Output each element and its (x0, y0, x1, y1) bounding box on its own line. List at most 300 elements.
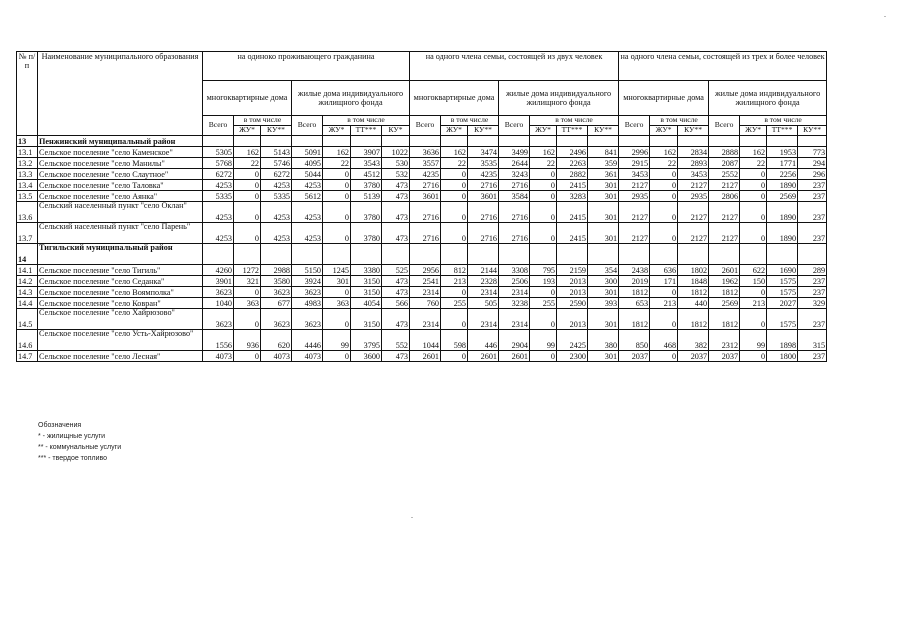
value-cell: 162 (530, 147, 557, 158)
value-cell: 3901 (203, 276, 234, 287)
value-cell (292, 136, 323, 147)
value-cell: 1575 (767, 287, 798, 298)
value-cell: 3601 (410, 191, 441, 202)
row-number: 14.4 (17, 298, 38, 309)
value-cell: 5305 (203, 147, 234, 158)
value-cell: 2935 (678, 191, 709, 202)
table-row (17, 169, 827, 180)
value-cell: 2256 (767, 169, 798, 180)
value-cell: 2314 (499, 287, 530, 298)
header-zhu: ЖУ* (740, 126, 767, 136)
value-cell: 0 (740, 223, 767, 244)
value-cell: 4073 (292, 351, 323, 362)
value-cell: 2506 (499, 276, 530, 287)
value-cell: 530 (382, 158, 410, 169)
value-cell: 5612 (292, 191, 323, 202)
value-cell (441, 244, 468, 265)
row-number: 14.3 (17, 287, 38, 298)
value-cell: 3238 (499, 298, 530, 309)
value-cell: 5335 (261, 191, 292, 202)
table-row (17, 351, 827, 362)
value-cell: 2716 (499, 223, 530, 244)
table-row (17, 158, 827, 169)
value-cell: 301 (588, 202, 619, 223)
table-row (17, 265, 827, 276)
value-cell (203, 136, 234, 147)
value-cell: 468 (650, 330, 678, 351)
value-cell: 473 (382, 309, 410, 330)
value-cell: 3924 (292, 276, 323, 287)
header-zhu: ЖУ* (530, 126, 557, 136)
value-cell: 0 (650, 309, 678, 330)
value-cell: 162 (323, 147, 351, 158)
value-cell: 2601 (410, 351, 441, 362)
value-cell: 760 (410, 298, 441, 309)
value-cell: 4073 (261, 351, 292, 362)
value-cell: 237 (798, 202, 827, 223)
header-tt: ТТ*** (557, 126, 588, 136)
value-cell: 3150 (351, 276, 382, 287)
value-cell: 3600 (351, 351, 382, 362)
value-cell: 2415 (557, 223, 588, 244)
value-cell: 0 (530, 287, 557, 298)
value-cell: 552 (382, 330, 410, 351)
value-cell: 1575 (767, 309, 798, 330)
header-ku: КУ** (468, 126, 499, 136)
value-cell: 0 (530, 351, 557, 362)
value-cell: 795 (530, 265, 557, 276)
header-tt: ТТ*** (351, 126, 382, 136)
header-total: Всего (619, 116, 650, 136)
table-row (17, 202, 827, 223)
legend-title: Обозначения (38, 422, 82, 429)
value-cell (530, 244, 557, 265)
value-cell: 1771 (767, 158, 798, 169)
header-zhu: ЖУ* (234, 126, 261, 136)
value-cell: 566 (382, 298, 410, 309)
value-cell: 2716 (468, 223, 499, 244)
district-row (17, 136, 827, 147)
header-incl: в том числе (323, 116, 410, 126)
value-cell: 2438 (619, 265, 650, 276)
value-cell: 296 (798, 169, 827, 180)
value-cell: 3557 (410, 158, 441, 169)
value-cell: 0 (234, 202, 261, 223)
header-incl: в том числе (650, 116, 709, 126)
value-cell: 446 (468, 330, 499, 351)
value-cell: 4253 (203, 180, 234, 191)
scan-speck (411, 517, 413, 518)
value-cell (650, 136, 678, 147)
value-cell: 0 (530, 202, 557, 223)
value-cell: 0 (323, 169, 351, 180)
value-cell: 0 (323, 191, 351, 202)
value-cell: 5139 (351, 191, 382, 202)
value-cell: 380 (588, 330, 619, 351)
value-cell (351, 136, 382, 147)
header-group-three: на одного члена семьи, состоящей из трех и более человек (619, 52, 827, 81)
header-group-single: на одиноко проживающего гражданина (203, 52, 410, 81)
value-cell: 3907 (351, 147, 382, 158)
value-cell: 473 (382, 223, 410, 244)
value-cell: 2415 (557, 180, 588, 191)
value-cell (678, 136, 709, 147)
value-cell: 382 (678, 330, 709, 351)
value-cell: 0 (740, 351, 767, 362)
value-cell: 4446 (292, 330, 323, 351)
header-group-two: на одного члена семьи, состоящей из двух человек (410, 52, 619, 81)
settlement-name: Сельское поселение "село Слаутное" (38, 169, 203, 180)
value-cell: 598 (441, 330, 468, 351)
value-cell: 22 (650, 158, 678, 169)
value-cell: 2127 (709, 223, 740, 244)
legend-item: ** - коммунальные услуги (38, 444, 122, 451)
value-cell (709, 244, 740, 265)
value-cell: 2037 (619, 351, 650, 362)
value-cell: 1812 (709, 309, 740, 330)
value-cell: 3150 (351, 287, 382, 298)
value-cell: 2013 (557, 276, 588, 287)
value-cell: 2127 (678, 202, 709, 223)
value-cell: 2127 (619, 180, 650, 191)
value-cell: 162 (740, 147, 767, 158)
value-cell: 2037 (709, 351, 740, 362)
value-cell (588, 136, 619, 147)
value-cell: 0 (650, 180, 678, 191)
settlement-name: Сельское поселение "село Седанка" (38, 276, 203, 287)
value-cell: 162 (441, 147, 468, 158)
value-cell: 636 (650, 265, 678, 276)
value-cell: 2013 (557, 287, 588, 298)
value-cell: 3623 (292, 287, 323, 298)
value-cell: 329 (798, 298, 827, 309)
value-cell: 363 (323, 298, 351, 309)
value-cell: 2552 (709, 169, 740, 180)
row-number: 14.6 (17, 330, 38, 351)
header-total: Всего (292, 116, 323, 136)
header-name: Наименование муниципального образования (38, 52, 203, 136)
row-number: 13.3 (17, 169, 38, 180)
value-cell: 0 (441, 202, 468, 223)
value-cell: 2956 (410, 265, 441, 276)
value-cell: 3623 (203, 287, 234, 298)
header-total: Всего (203, 116, 234, 136)
value-cell: 5150 (292, 265, 323, 276)
table-row (17, 223, 827, 244)
value-cell: 3623 (292, 309, 323, 330)
value-cell: 301 (588, 180, 619, 191)
header-apartment-3: многоквартирные дома (619, 81, 709, 116)
value-cell: 4253 (292, 180, 323, 191)
header-incl: в том числе (441, 116, 499, 126)
value-cell: 3453 (619, 169, 650, 180)
value-cell (261, 136, 292, 147)
value-cell: 5044 (292, 169, 323, 180)
value-cell: 0 (441, 309, 468, 330)
table-row (17, 287, 827, 298)
value-cell: 2569 (709, 298, 740, 309)
settlement-name: Сельское поселение "село Тигиль" (38, 265, 203, 276)
value-cell: 0 (323, 202, 351, 223)
value-cell: 2328 (468, 276, 499, 287)
value-cell: 237 (798, 276, 827, 287)
settlement-name: Сельское поселение "село Усть-Хайрюзово" (38, 330, 203, 351)
row-number: 14.2 (17, 276, 38, 287)
header-total: Всего (709, 116, 740, 136)
value-cell: 2127 (709, 202, 740, 223)
value-cell: 22 (740, 158, 767, 169)
header-ku: КУ** (798, 126, 827, 136)
value-cell: 363 (234, 298, 261, 309)
value-cell: 0 (323, 223, 351, 244)
value-cell: 2027 (767, 298, 798, 309)
value-cell: 2425 (557, 330, 588, 351)
table-row (17, 309, 827, 330)
value-cell: 4253 (261, 202, 292, 223)
value-cell: 0 (323, 351, 351, 362)
value-cell: 1812 (709, 287, 740, 298)
row-number: 14 (17, 244, 38, 265)
value-cell: 0 (740, 169, 767, 180)
value-cell: 5768 (203, 158, 234, 169)
value-cell: 4253 (261, 180, 292, 191)
value-cell: 2590 (557, 298, 588, 309)
header-individual-1: жилые дома индивидуального жилищного фонда (292, 81, 410, 116)
value-cell: 1690 (767, 265, 798, 276)
value-cell: 237 (798, 191, 827, 202)
value-cell: 0 (323, 180, 351, 191)
header-individual-2: жилые дома индивидуального жилищного фонда (499, 81, 619, 116)
value-cell: 773 (798, 147, 827, 158)
value-cell: 2996 (619, 147, 650, 158)
value-cell: 473 (382, 276, 410, 287)
value-cell: 1890 (767, 202, 798, 223)
value-cell: 3623 (203, 309, 234, 330)
value-cell: 22 (530, 158, 557, 169)
value-cell: 0 (650, 191, 678, 202)
value-cell: 1802 (678, 265, 709, 276)
value-cell: 237 (798, 180, 827, 191)
value-cell: 2127 (709, 180, 740, 191)
value-cell: 5091 (292, 147, 323, 158)
value-cell: 1245 (323, 265, 351, 276)
value-cell: 321 (234, 276, 261, 287)
value-cell: 2601 (468, 351, 499, 362)
value-cell: 0 (650, 287, 678, 298)
value-cell (468, 136, 499, 147)
value-cell: 3308 (499, 265, 530, 276)
value-cell: 473 (382, 191, 410, 202)
value-cell: 3584 (499, 191, 530, 202)
value-cell: 0 (441, 351, 468, 362)
district-name: Пенжинский муниципальный район (38, 136, 203, 147)
value-cell: 2716 (499, 202, 530, 223)
header-incl: в том числе (530, 116, 619, 126)
value-cell: 2314 (468, 309, 499, 330)
value-cell: 301 (588, 191, 619, 202)
value-cell: 3623 (261, 287, 292, 298)
value-cell: 2716 (410, 223, 441, 244)
table-row (17, 180, 827, 191)
value-cell: 622 (740, 265, 767, 276)
legend-item: * - жилищные услуги (38, 433, 105, 440)
value-cell: 171 (650, 276, 678, 287)
value-cell: 0 (740, 180, 767, 191)
value-cell: 22 (323, 158, 351, 169)
value-cell: 440 (678, 298, 709, 309)
value-cell: 0 (530, 169, 557, 180)
table-row (17, 298, 827, 309)
value-cell: 2601 (499, 351, 530, 362)
value-cell: 1800 (767, 351, 798, 362)
value-cell: 3780 (351, 202, 382, 223)
value-cell: 1812 (619, 309, 650, 330)
value-cell: 193 (530, 276, 557, 287)
value-cell: 677 (261, 298, 292, 309)
district-name: Тигильский муниципальный район (38, 244, 203, 265)
value-cell (203, 244, 234, 265)
value-cell: 2300 (557, 351, 588, 362)
value-cell: 0 (234, 169, 261, 180)
value-cell: 1022 (382, 147, 410, 158)
value-cell: 2415 (557, 202, 588, 223)
value-cell: 850 (619, 330, 650, 351)
value-cell: 1890 (767, 223, 798, 244)
district-row (17, 244, 827, 265)
value-cell: 315 (798, 330, 827, 351)
value-cell (740, 244, 767, 265)
value-cell: 3283 (557, 191, 588, 202)
value-cell: 0 (740, 287, 767, 298)
settlement-name: Сельское поселение "село Каменское" (38, 147, 203, 158)
value-cell: 0 (441, 180, 468, 191)
value-cell: 3795 (351, 330, 382, 351)
value-cell: 301 (588, 223, 619, 244)
value-cell: 2888 (709, 147, 740, 158)
value-cell: 0 (530, 191, 557, 202)
value-cell: 2893 (678, 158, 709, 169)
value-cell (798, 136, 827, 147)
value-cell: 2882 (557, 169, 588, 180)
value-cell (410, 136, 441, 147)
value-cell: 2314 (499, 309, 530, 330)
value-cell: 2144 (468, 265, 499, 276)
value-cell (410, 244, 441, 265)
value-cell: 0 (323, 309, 351, 330)
header-total: Всего (410, 116, 441, 136)
value-cell: 0 (234, 309, 261, 330)
value-cell: 361 (588, 169, 619, 180)
header-zhu: ЖУ* (323, 126, 351, 136)
legend (38, 420, 121, 464)
value-cell: 0 (650, 169, 678, 180)
value-cell: 255 (530, 298, 557, 309)
value-cell: 2127 (678, 180, 709, 191)
value-cell: 213 (650, 298, 678, 309)
value-cell: 4095 (292, 158, 323, 169)
value-cell: 2806 (709, 191, 740, 202)
header-ku: КУ** (588, 126, 619, 136)
value-cell (234, 244, 261, 265)
settlement-name: Сельский населенный пункт "село Парень" (38, 223, 203, 244)
value-cell: 354 (588, 265, 619, 276)
header-individual-3: жилые дома индивидуального жилищного фонда (709, 81, 827, 116)
row-number: 13.5 (17, 191, 38, 202)
table-row (17, 276, 827, 287)
value-cell: 0 (441, 191, 468, 202)
value-cell: 2013 (557, 309, 588, 330)
value-cell: 1556 (203, 330, 234, 351)
value-cell: 2541 (410, 276, 441, 287)
value-cell: 4253 (203, 202, 234, 223)
value-cell: 2127 (619, 223, 650, 244)
value-cell (499, 136, 530, 147)
value-cell: 4253 (292, 223, 323, 244)
value-cell: 0 (530, 309, 557, 330)
value-cell: 1848 (678, 276, 709, 287)
value-cell: 2904 (499, 330, 530, 351)
value-cell: 4235 (468, 169, 499, 180)
value-cell: 0 (530, 180, 557, 191)
value-cell: 1898 (767, 330, 798, 351)
value-cell: 2716 (410, 180, 441, 191)
value-cell: 473 (382, 287, 410, 298)
value-cell: 0 (650, 202, 678, 223)
settlement-name: Сельское поселение "село Ковран" (38, 298, 203, 309)
value-cell: 4253 (203, 223, 234, 244)
value-cell: 3623 (261, 309, 292, 330)
value-cell: 5746 (261, 158, 292, 169)
row-number: 13.1 (17, 147, 38, 158)
settlement-name: Сельское поселение "село Хайрюзово" (38, 309, 203, 330)
value-cell: 1962 (709, 276, 740, 287)
value-cell (234, 136, 261, 147)
value-cell: 0 (650, 351, 678, 362)
value-cell (530, 136, 557, 147)
value-cell: 162 (234, 147, 261, 158)
value-cell: 4253 (261, 223, 292, 244)
value-cell: 4253 (292, 202, 323, 223)
value-cell: 0 (441, 169, 468, 180)
value-cell: 99 (323, 330, 351, 351)
header-total: Всего (499, 116, 530, 136)
value-cell: 289 (798, 265, 827, 276)
value-cell: 0 (234, 287, 261, 298)
value-cell: 99 (530, 330, 557, 351)
value-cell (557, 244, 588, 265)
value-cell: 3474 (468, 147, 499, 158)
value-cell: 3499 (499, 147, 530, 158)
tariff-table (16, 51, 827, 362)
row-number: 13.7 (17, 223, 38, 244)
value-cell: 213 (441, 276, 468, 287)
value-cell: 5335 (203, 191, 234, 202)
value-cell: 0 (234, 191, 261, 202)
value-cell: 1272 (234, 265, 261, 276)
value-cell: 4260 (203, 265, 234, 276)
value-cell (588, 244, 619, 265)
value-cell: 3780 (351, 223, 382, 244)
value-cell: 936 (234, 330, 261, 351)
value-cell: 0 (323, 287, 351, 298)
value-cell: 1953 (767, 147, 798, 158)
value-cell: 213 (740, 298, 767, 309)
value-cell: 2314 (410, 287, 441, 298)
header-ku: КУ** (261, 126, 292, 136)
value-cell: 22 (441, 158, 468, 169)
value-cell: 2127 (619, 202, 650, 223)
header-zhu: ЖУ* (650, 126, 678, 136)
